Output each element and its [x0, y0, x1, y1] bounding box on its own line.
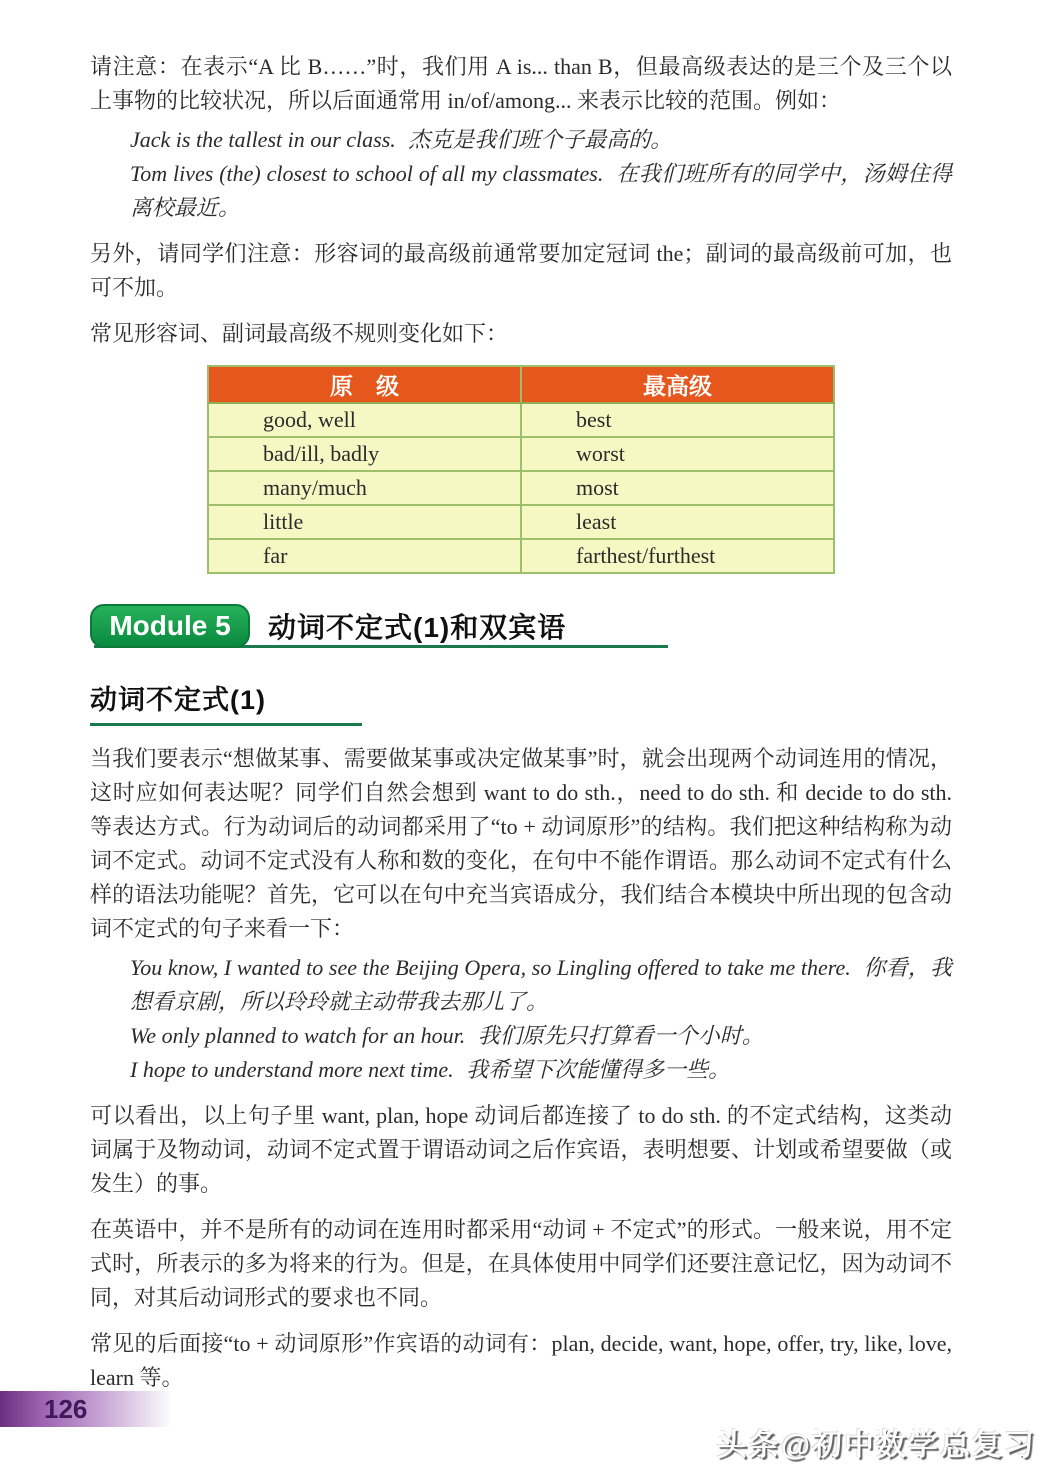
example-chinese: 在我们班所有的同学中，汤姆住得离校最近。 — [130, 161, 952, 220]
example-chinese: 我们原先只打算看一个小时。 — [477, 1023, 764, 1048]
table-row — [208, 437, 834, 471]
table-row — [208, 471, 834, 505]
page-number-bar — [0, 1391, 178, 1427]
table-row — [208, 539, 834, 573]
table-cell: best — [521, 403, 834, 437]
note-paragraph-1: 请注意：在表示“A 比 B……”时，我们用 A is... than B，但最高级表达的是三个及三个以上事物的比较状况，所以后面通常用 in/of/among... 来表示比较的范围。例如： — [90, 54, 952, 113]
table-row — [208, 505, 834, 539]
table-cell: good, well — [208, 403, 521, 437]
table-cell: worst — [521, 437, 834, 471]
example-english: You know, I wanted to see the Beijing Opera, so Lingling offered to take me there. — [130, 955, 851, 980]
example-chinese: 你看，我想看京剧，所以玲玲就主动带我去那儿了。 — [130, 955, 952, 1014]
example-sentence — [130, 1019, 952, 1053]
watermark: 头条@初中数学总复习 — [716, 1429, 1036, 1462]
page-number: 126 — [44, 1394, 88, 1424]
table-cell: farthest/furthest — [521, 539, 834, 573]
section-paragraph-1: 当我们要表示“想做某事、需要做某事或决定做某事”时，就会出现两个动词连用的情况，这时应如何表达呢？同学们自然会想到 want to do sth.，need to do sth. 和 decide to do sth. 等表达方式。行为动词后的动词都采用了“to + 动词原形”的结构。我们把这种结构称为动词不定式。动词不定式没有人称和数的变化，在句中不能作谓语。那么动词不定式有什么样的语法功能呢？首先，它可以在句中充当宾语成分，我们结合本模块中所出现的包含动词不定式的句子来看一下： — [90, 746, 952, 941]
module-title: 动词不定式(1)和双宾语 — [268, 612, 567, 643]
table-cell: most — [521, 471, 834, 505]
example-english: Tom lives (the) closest to school of all my classmates. — [130, 161, 604, 186]
table-cell: far — [208, 539, 521, 573]
table-header-cell-base: 原 级 — [208, 366, 521, 403]
note-paragraph-2: 另外，请同学们注意：形容词的最高级前通常要加定冠词 the；副词的最高级前可加，也可不加。 — [90, 241, 952, 300]
example-sentence — [130, 123, 952, 157]
example-sentence — [130, 157, 952, 225]
section-example-list — [130, 951, 952, 1087]
section-heading: 动词不定式(1) — [90, 678, 362, 726]
section-paragraph-2: 可以看出，以上句子里 want, plan, hope 动词后都连接了 to do sth. 的不定式结构，这类动词属于及物动词，动词不定式置于谓语动词之后作宾语，表明想要、计划或希望要做（或发生）的事。 — [90, 1103, 952, 1196]
example-english: I hope to understand more next time. — [130, 1057, 454, 1082]
table-row — [208, 403, 834, 437]
example-chinese: 我希望下次能懂得多一些。 — [466, 1057, 731, 1082]
module-badge: Module 5 — [90, 604, 250, 648]
example-chinese: 杰克是我们班个子最高的。 — [408, 127, 673, 152]
table-header-row — [208, 366, 834, 403]
table-cell: many/much — [208, 471, 521, 505]
note-paragraph-3: 常见形容词、副词最高级不规则变化如下： — [90, 321, 509, 346]
section-paragraph-4: 常见的后面接“to + 动词原形”作宾语的动词有：plan, decide, want, hope, offer, try, like, love, learn 等。 — [90, 1331, 952, 1390]
table-cell: least — [521, 505, 834, 539]
example-sentence — [130, 951, 952, 1019]
table-header-cell-superlative: 最高级 — [521, 366, 834, 403]
table-cell: little — [208, 505, 521, 539]
example-english: Jack is the tallest in our class. — [130, 127, 396, 152]
example-english: We only planned to watch for an hour. — [130, 1023, 466, 1048]
module-header — [90, 604, 952, 652]
example-sentence — [130, 1053, 952, 1087]
table-cell: bad/ill, badly — [208, 437, 521, 471]
section-paragraph-3: 在英语中，并不是所有的动词在连用时都采用“动词 + 不定式”的形式。一般来说，用不定式时，所表示的多为将来的行为。但是，在具体使用中同学们还要注意记忆，因为动词不同，对其后动词形式的要求也不同。 — [90, 1217, 952, 1310]
irregular-superlative-table — [207, 365, 835, 574]
note-example-list — [130, 123, 952, 225]
